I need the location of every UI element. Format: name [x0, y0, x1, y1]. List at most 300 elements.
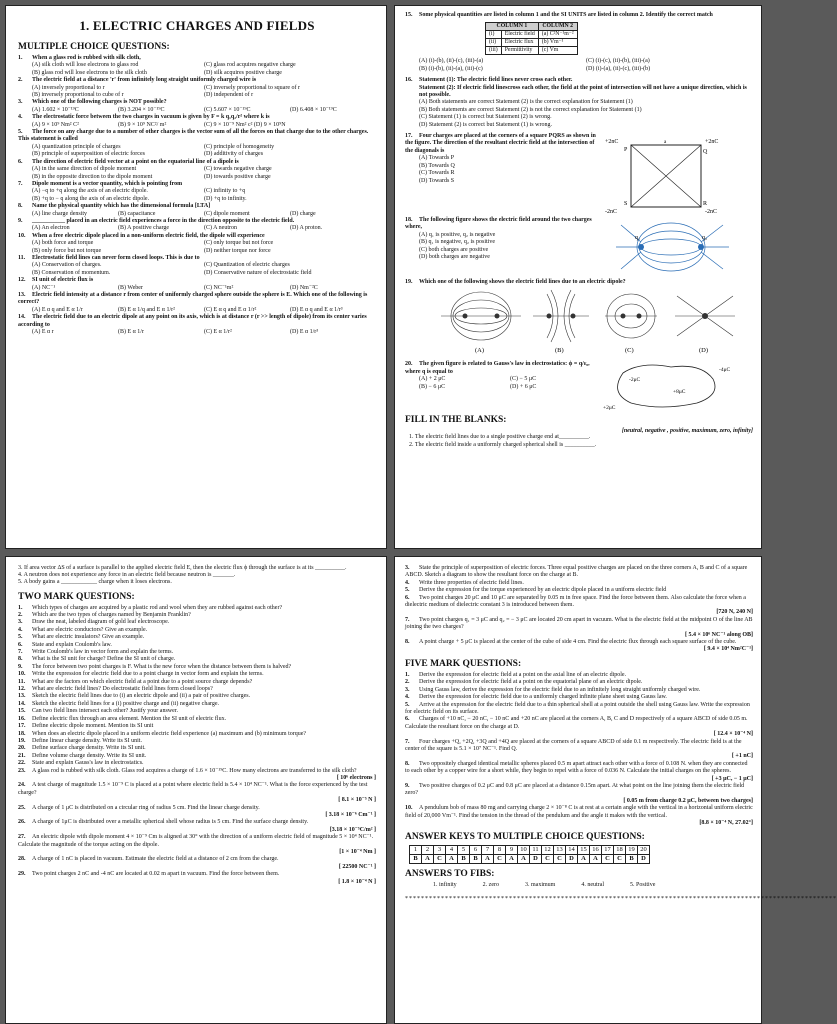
- question-number: 3.: [405, 686, 410, 693]
- key-answer: C: [614, 855, 626, 864]
- option: (C) E α 1/r²: [204, 329, 232, 336]
- fib-answer: 3. maximum: [525, 882, 556, 889]
- question-number: 28.: [18, 856, 26, 863]
- mcq-heading: MULTIPLE CHOICE QUESTIONS:: [18, 42, 170, 52]
- answer-hint: [ 22500 NC⁻¹ ]: [338, 863, 376, 870]
- question-number: 2.: [405, 679, 410, 686]
- question-text: Two point charges 20 μC and 10 μC are separated by 0.05 m in free space. Find the force between them. Also calculate the force when a dielectric medium of dielectric constant 3 is introduced between them.: [405, 594, 746, 609]
- key-answer: B: [458, 855, 470, 864]
- option: (A) E α r: [32, 329, 54, 336]
- fib-answers-heading: ANSWERS TO FIBS:: [405, 869, 495, 880]
- key-answer: C: [494, 855, 506, 864]
- two-mark-question: [18, 819, 376, 826]
- two-mark-question: [18, 716, 376, 723]
- option: (D) 6.408 × 10⁻¹⁹C: [290, 106, 337, 113]
- question-text: Sketch the electric field lines for a (i) positive charge and (ii) negative charge.: [32, 700, 220, 707]
- five-mark-question: [405, 716, 753, 731]
- option: (A) 1.602 × 10⁻¹⁹C: [32, 106, 79, 113]
- question-number: 8.: [405, 639, 410, 646]
- key-number: 10: [518, 846, 530, 855]
- option: (D) charge: [290, 210, 316, 217]
- mcq-question: [18, 77, 376, 84]
- question-18: 18. The following figure shows the electric field around the two charges where, (A) q₁ is positive, q₂ is negative (B) q₁ is negative, q₂ is positive (C) both charges are positive (D) both charges are negative q₁ q₂: [405, 217, 753, 277]
- mcq-question: [18, 159, 376, 166]
- options: [18, 188, 376, 203]
- five-mark-heading: FIVE MARK QUESTIONS:: [405, 658, 522, 669]
- question-number: 29.: [18, 871, 26, 878]
- five-mark-question: [405, 783, 753, 798]
- question-19: 19. Which one of the following shows the electric field lines due to an electric dipole?: [405, 279, 626, 286]
- question-text: Can two field lines intersect each other? Justify your answer.: [32, 708, 178, 715]
- key-number: 3: [434, 846, 446, 855]
- question-number: 13.: [18, 693, 26, 700]
- question-text: Using Gauss law, derive the expression for the electric field due to an infinitely long straight uniformly charged wire.: [419, 686, 701, 693]
- option: (A) both force and torque: [32, 240, 94, 247]
- option: (B) A positive charge: [118, 225, 170, 232]
- key-number: 17: [602, 846, 614, 855]
- mcq-question: [18, 129, 376, 144]
- question-number: 10.: [18, 671, 26, 678]
- mcq-question: [18, 292, 376, 307]
- two-mark-question: [18, 619, 376, 626]
- three-mark-question: [405, 639, 753, 646]
- two-mark-heading: TWO MARK QUESTIONS:: [18, 591, 135, 602]
- question-number: 6.: [405, 716, 410, 723]
- option-c-label: (C): [625, 347, 634, 355]
- question-text: Write three properties of electric field lines.: [419, 579, 524, 586]
- two-mark-question: [18, 782, 376, 797]
- mcq-question: [18, 218, 376, 225]
- question-number: 7.: [18, 649, 23, 656]
- option: (A) An electron: [32, 225, 70, 232]
- question-text: Write the expression for electric field due to a point charge in vector form and explain the terms.: [32, 671, 264, 678]
- question-number: 25.: [18, 804, 26, 811]
- question-text: Dipole moment is a vector quantity, which is pointing from: [32, 180, 183, 187]
- question-number: 18.: [18, 730, 26, 737]
- answer-hint: [ 9.4 × 10⁴ Nm²C⁻¹]: [703, 646, 753, 653]
- question-text: An electric dipole with dipole moment 4 × 10⁻⁹ Cm is aligned at 30° with the direction of a uniform electric field of magnitude 5 × 10⁴ NC⁻¹. Calculate the magnitude of the torque acting on the dipole.: [18, 834, 374, 848]
- question-text: Arrive at the expression for the electric field due to a thin spherical shell at a point outside the shell using Gauss law. Write the expression for electric field on its surface.: [405, 701, 750, 715]
- end-stars: ************************************************************************************************************: [405, 896, 837, 903]
- question-number: 20.: [18, 745, 26, 752]
- question-text: Draw the neat, labeled diagram of gold leaf electroscope.: [32, 619, 170, 626]
- two-mark-question: [18, 723, 376, 730]
- mcq-question: [18, 203, 376, 210]
- answer-hint: [ 0.05 m from charge 0.2 μC, between two charges]: [623, 797, 753, 804]
- question-text: State and explain Gauss's law in electrostatics.: [32, 760, 144, 767]
- option: (B) capacitance: [118, 210, 156, 217]
- key-answer: A: [482, 855, 494, 864]
- svg-text:q₂: q₂: [702, 235, 708, 242]
- five-mark-question: [405, 702, 753, 717]
- question-text: Derive the expression for electric field at a point on the equatorial plane of an electric dipole.: [419, 679, 643, 686]
- q15-options: (A) (i)-(b), (ii)-(c), (iii)-(a) (C) (i)-(c), (ii)-(b), (iii)-(a) (B) (i)-(b), (ii)-(a), (iii)-(c) (D) (i)-(a), (ii)-(c), (iii)-(b): [419, 58, 651, 72]
- option: (D) independent of r: [204, 92, 254, 99]
- question-number: 11.: [18, 678, 26, 685]
- fib-heading: FILL IN THE BLANKS:: [405, 415, 507, 426]
- options: [18, 262, 376, 277]
- question-text: When does an electric dipole placed in a uniform electric field experience (a) maximum and (b) minimum torque?: [32, 730, 307, 737]
- question-number: 12.: [18, 686, 26, 693]
- option: (D) Nm⁻²C: [290, 284, 318, 291]
- dipole-options-figure: [405, 286, 753, 356]
- match-table: COLUMN 1 COLUMN 2 (i) Electric field (a) C²N⁻¹m⁻² (ii) Electric flux (b) Vm⁻¹ (iii) Permittivity (c) Vm: [485, 22, 578, 55]
- question-number: 7.: [18, 180, 23, 187]
- answer-hint: [ 5.4 × 10⁶ NC⁻¹ along OB]: [684, 631, 753, 638]
- question-number: 10.: [405, 805, 413, 812]
- question-text: A pendulum bob of mass 80 mg and carrying charge 2 × 10⁻⁸ C is at rest at a certain angle with the vertical in a horizontal uniform electric field of 20,000 Vm⁻¹. Find the tension in the thread of the pendulum and the angle it makes with the vertical.: [405, 805, 753, 819]
- key-number: 13: [554, 846, 566, 855]
- page-4: [394, 556, 837, 1024]
- question-text: A glass rod is rubbed with silk cloth. Glass rod acquires a charge of 1.6 × 10⁻¹⁹C. How many electrons are transferred to the silk cloth?: [32, 767, 357, 774]
- question-text: Electric field intensity at a distance r from center of uniformly charged sphere outside the sphere is E. Which one of the following is correct?: [18, 292, 368, 306]
- question-text: The force on any charge due to a number of other charges is the vector sum of all the forces on that charge due to the other charges. This statement is called: [18, 129, 369, 143]
- svg-text:+2nC: +2nC: [705, 139, 719, 146]
- two-mark-question: [18, 656, 376, 663]
- question-text: Which are the two types of charges named by Benjamin Franklin?: [32, 612, 191, 619]
- options: [18, 62, 376, 77]
- svg-text:+2μC: +2μC: [603, 405, 616, 412]
- question-number: 3.: [405, 565, 410, 571]
- option: (A) silk cloth will lose electrons to glass rod: [32, 62, 139, 69]
- answer-hint: [ 10⁶ electrons ]: [336, 774, 376, 781]
- option: (D) E α q and E α 1/r³: [290, 306, 343, 313]
- options: [18, 240, 376, 255]
- answer-key-table: [409, 845, 650, 864]
- answer-hint: [ +1 nC]: [731, 753, 753, 760]
- question-text: The electrostatic force between the two charges in vacuum is given by F = k q₁q₂/r² where k is: [32, 114, 270, 121]
- question-number: 2.: [18, 612, 23, 619]
- question-text: What is the SI unit for charge? Define the SI unit of charge.: [32, 656, 176, 663]
- key-answer: B: [410, 855, 422, 864]
- question-text: The direction of electric field vector at a point on the equatorial line of a dipole is: [32, 158, 239, 165]
- five-mark-question: [405, 739, 753, 754]
- question-number: 4.: [18, 626, 23, 633]
- question-number: 1.: [405, 671, 410, 678]
- option: (C) A neutron: [204, 225, 237, 232]
- mcq-question: [18, 114, 376, 121]
- fib-answer: 1. infinity: [433, 882, 457, 889]
- question-number: 15.: [18, 708, 26, 715]
- question-number: 14.: [18, 314, 26, 321]
- question-number: 5.: [18, 129, 23, 136]
- question-number: 24.: [18, 782, 26, 789]
- fib-choices: [neutral, negative , positive, maximum, zero, infinity]: [621, 428, 753, 435]
- question-text: Write Coulomb's law in vector form and explain the terms.: [32, 649, 174, 656]
- page-2: 15. Some physical quantities are listed in column 1 and the SI UNITS are listed in column 2. Identify the correct match COLUMN 1 COLUMN 2 (i) Electric field (a) C²N⁻¹m⁻² (ii) Electric flux (b) Vm⁻¹ (iii) Permittivity (c) Vm (A) (i)-(b), (ii)-(c), (iii)-(a) (C) (i)-(c), (ii)-(b), (iii)-(a) (B) (i)-(b), (ii)-(a), (iii)-(c) (D) (i)-(a), (ii)-(c), (iii)-(b) 16. Statement (1): The electric field lines never cross each other. Statement (2): If electric field linescross each other, the field at the point of intersection will not have a unique direction, which is not possible. (A) Both statements are correct Statement (2) is the correct explanation for Statement (1) (B) Both statements are correct Statement (2) is not the correct explanation for Statement (1) (C) Statement (1) is correct but Statement (2) is wrong. (D) Statement (2) is correct but Statement (1) is wrong. 17. Four charges are placed at the corners of a square PQRS as shown in the figure. The direction of the resultant electric field at the intersection of the diagonals is (A) Towards P (B) Towards Q (C) Towards R (D) Towards S +2nC +2nC -2nC -2nC P Q R S a 18. The following figure shows the electric field around the two charges where, (A) q₁ is positive, q₂ is negative (B) q₁ is negative, q₂ is positive (C) both charges are positive (D) both charges are negative q₁ q₂ 19. Which one of the following shows the electric field lines due to an electric dipole? (A) (B) (C) (D) 20. The given figure is related to Gauss's law in electrostatics: ϕ = q/ε₀, where q is equal to (A) + 2 μC (C) − 5 μC (B) − 6 μC (D) + 6 μC -2μC +8μC +2μC -4μC FILL IN THE BLANKS: [neutral, negative , positive, maximum, zero, infinity] 1. The electric field lines due to a single positive charge end at__________. 2. The electric field inside a uniformly charged spherical shell is __________.: [394, 5, 762, 549]
- question-text: Two point charges q₁ = 3 μC and q₂ = − 3 μC are located 20 cm apart in vacuum. What is the electric field at the midpoint O of the line AB joining the two charges?: [405, 616, 753, 631]
- answer-hint: [ 1.8 × 10⁻⁴ N ]: [338, 878, 376, 885]
- question-number: 2.: [18, 77, 23, 84]
- chapter-title: 1. ELECTRIC CHARGES AND FIELDS: [79, 18, 315, 33]
- question-text: Derive the expression for electric field due to a uniformly charged infinite plane sheet using Gauss law.: [419, 694, 667, 701]
- option: (B) 9 × 10⁹ NC²/ m²: [118, 121, 167, 128]
- question-text: Which types of charges are acquired by a plastic rod and wool when they are rubbed against each other?: [32, 604, 283, 611]
- svg-text:P: P: [624, 147, 628, 154]
- question-text: What are electric field lines? Do electrostatic field lines form closed loops?: [32, 686, 213, 693]
- svg-text:R: R: [703, 201, 708, 208]
- two-mark-question: [18, 760, 376, 767]
- option: (A) −q to +q along the axis of an electric dipole.: [32, 188, 148, 195]
- question-number: 12.: [18, 277, 26, 284]
- key-number: 18: [614, 846, 626, 855]
- question-number: 6.: [18, 158, 23, 165]
- question-text: Two oppositely charged identical metallic spheres placed 0.5 m apart attract each other with a force of 0.108 N. when they are connected to each other by a copper wire for a short while, they begin to repel with a force of 0.036 N. Calculate the initial charges on the spheres.: [405, 760, 748, 775]
- question-text: Sketch the electric field lines due to (i) an electric dipole and (ii) a pair of positive charges.: [32, 693, 251, 700]
- two-mark-list: [18, 605, 376, 886]
- mcq-question: [18, 99, 376, 106]
- option: (B) +q to − q along the axis of an electric dipole.: [32, 195, 150, 202]
- question-number: 6.: [405, 594, 410, 601]
- svg-text:-2nC: -2nC: [705, 209, 717, 216]
- two-mark-question: [18, 856, 376, 863]
- option: (D) +q to infinity.: [204, 195, 247, 202]
- options: [18, 166, 376, 181]
- question-number: 27.: [18, 834, 26, 841]
- five-mark-question: [405, 761, 753, 776]
- question-text: Derive the expression for electric field at a point on the axial line of an electric dipole.: [419, 671, 627, 678]
- option: (C) inversely proportional to square of r: [204, 84, 300, 91]
- two-mark-question: [18, 871, 376, 878]
- option: (C) 5.607 × 10⁻¹⁹C: [204, 106, 251, 113]
- question-text: State the principle of superposition of electric forces. Three equal positive charges are placed on the three corners A, B and C of a square ABCD. Sketch a diagram to show the resultant force on the charge at B.: [405, 565, 748, 579]
- answer-hint: [8.8 × 10⁻⁴ N, 27.02°]: [699, 820, 753, 826]
- question-text: The electric field at a distance 'r' from infinitely long straight uniformly charged wire is: [32, 77, 257, 84]
- options: [18, 211, 376, 218]
- option: (C) 9 × 10⁻⁹ Nm² c² (D) 9 × 10⁹N: [204, 121, 286, 128]
- two-mark-question: [18, 627, 376, 634]
- two-mark-question: [18, 634, 376, 641]
- option: (D) Conservative nature of electrostatic field: [204, 269, 312, 276]
- key-answer: A: [422, 855, 434, 864]
- options: [18, 285, 376, 292]
- option: (B) inversely proportional to cube of r: [32, 92, 124, 99]
- five-mark-question: [405, 694, 753, 701]
- page-3: [5, 556, 387, 1024]
- question-number: 14.: [18, 700, 26, 707]
- question-text: Name the physical quantity which has the dimensional formula [LTA]: [32, 203, 211, 210]
- answer-hint: [ 3.18 × 10⁻⁶ Cm⁻¹ ]: [325, 811, 376, 818]
- question-number: 21.: [18, 752, 26, 759]
- question-number: 11.: [18, 254, 26, 261]
- question-number: 10.: [18, 232, 26, 239]
- question-text: The force between two point charges is F. What is the new force when the distance between them is halved?: [32, 663, 292, 670]
- option: (C) glass rod acquires negative charge: [204, 62, 296, 69]
- question-number: 5.: [405, 701, 410, 708]
- question-number: 1.: [18, 55, 23, 61]
- question-text: SI unit of electric flux is: [32, 277, 94, 284]
- option: (C) infinity to +q: [204, 188, 246, 195]
- question-15: 15. Some physical quantities are listed in column 1 and the SI UNITS are listed in column 2. Identify the correct match: [405, 12, 713, 18]
- question-text: Define electric flux through an area element. Mention the SI unit of electric flux.: [32, 715, 227, 722]
- option: (C) Quantization of electric charges: [204, 262, 290, 269]
- question-20: 20. The given figure is related to Gauss's law in electrostatics: ϕ = q/ε₀, where q is equal to (A) + 2 μC (C) − 5 μC (B) − 6 μC (D) + 6 μC -2μC +8μC +2μC -4μC: [405, 361, 753, 411]
- question-text: A test charge of magnitude 1.5 × 10⁻⁹ C is placed at a point where electric field is 5.4 × 10⁴ NC⁻¹. What is the force experienced by the test charge?: [18, 782, 368, 796]
- key-answer: D: [638, 855, 650, 864]
- svg-text:-2μC: -2μC: [629, 377, 641, 384]
- fib-continued: 3. If area vector ΔS of a surface is parallel to the applied electric field E, then the electric flux ϕ through the surface is at its __________. 4. A neutron does not experience any force in an electric field because neutron is _______. 5. A body gains a ____________ charge when it loses electrons.: [18, 565, 347, 586]
- option: [290, 122, 376, 129]
- question-text: State and explain Coulomb's law.: [32, 641, 112, 648]
- question-text: Electrostatic field lines can never form closed loops. This is due to: [32, 254, 200, 261]
- question-number: 26.: [18, 819, 26, 826]
- square-charges-figure: [601, 133, 741, 215]
- question-number: 1.: [18, 604, 23, 611]
- q16-options: (A) Both statements are correct Statement (2) is the correct explanation for Statement (1) (B) Both statements are correct Statement (2) is not the correct explanation for Statement (1) (C) Statement (1) is correct but Statement (2) is wrong. (D) Statement (2) is correct but Statement (1) is wrong.: [419, 99, 642, 128]
- two-mark-question: [18, 693, 376, 700]
- question-number: 8.: [405, 760, 410, 767]
- key-answer: D: [566, 855, 578, 864]
- three-mark-question: [405, 595, 753, 610]
- question-text: Define volume charge density. Write its SI unit.: [32, 752, 147, 759]
- option: (D) E α 1/r³: [290, 329, 319, 336]
- question-number: 16.: [18, 715, 26, 722]
- key-answer: A: [518, 855, 530, 864]
- option: (C) principle of homogeneity: [204, 143, 275, 150]
- option: (C) towards negative charge: [204, 166, 272, 173]
- svg-text:-4μC: -4μC: [719, 367, 731, 374]
- two-mark-question: [18, 642, 376, 649]
- option: (B) only force but not torque: [32, 247, 102, 254]
- options: [18, 329, 376, 336]
- options: [18, 85, 376, 100]
- key-answer: D: [530, 855, 542, 864]
- question-text: When a glass rod is rubbed with silk cloth,: [32, 55, 141, 61]
- answer-hint: [3.18 × 10⁻⁵C/m² ]: [329, 826, 376, 833]
- two-mark-question: [18, 679, 376, 686]
- key-number: 14: [566, 846, 578, 855]
- mcq-question: [18, 314, 376, 329]
- option: (B) glass rod will lose electrons to the silk cloth: [32, 69, 147, 76]
- question-text: Charges of +10 nC, − 20 nC, − 10 nC and +20 nC are placed at the corners A, B, C and D respectively of a square ABCD of side 0.05 m. Calculate the resultant force on the charge at D.: [405, 716, 748, 730]
- question-text: Two point charges 2 nC and -4 nC are located at 0.02 m apart in vacuum. Find the force between them.: [32, 871, 280, 878]
- key-number: 4: [446, 846, 458, 855]
- key-answer: A: [578, 855, 590, 864]
- two-mark-question: [18, 605, 376, 612]
- option: (D) silk acquires positive charge: [204, 69, 282, 76]
- question-number: 4.: [405, 579, 410, 586]
- key-number: 16: [590, 846, 602, 855]
- key-answer: A: [446, 855, 458, 864]
- five-mark-list: [405, 672, 753, 828]
- question-number: 6.: [18, 641, 23, 648]
- option: (A) quantization principle of charges: [32, 143, 121, 150]
- question-number: 7.: [405, 616, 410, 623]
- option: (B) Conservation of momentum.: [32, 269, 111, 276]
- question-number: 23.: [18, 767, 26, 774]
- question-text: Derive the expression for the torque experienced by an electric dipole placed in a uniform electric field: [419, 587, 667, 594]
- five-mark-question: [405, 679, 753, 686]
- key-number: 5: [458, 846, 470, 855]
- option: (D) neither torque nor force: [204, 247, 271, 254]
- two-mark-question: [18, 745, 376, 752]
- question-number: 9.: [18, 663, 23, 670]
- svg-text:a: a: [664, 140, 667, 146]
- key-answer: B: [470, 855, 482, 864]
- svg-text:-2nC: -2nC: [605, 209, 617, 216]
- question-text: Define electric dipole moment. Mention its SI unit: [32, 723, 154, 730]
- answer-hint: [720 N, 240 N]: [716, 609, 753, 616]
- question-number: 8.: [18, 656, 23, 663]
- question-number: 8.: [18, 203, 23, 210]
- question-text: ___________ placed in an electric field experiences a force in the direction opposite to the electric field.: [32, 217, 295, 224]
- option: (D) towards positive charge: [204, 173, 271, 180]
- svg-text:S: S: [624, 201, 628, 208]
- svg-text:Q: Q: [703, 149, 708, 156]
- question-number: 17.: [18, 723, 26, 730]
- fib-answers: [405, 882, 753, 888]
- question-text: Four charges +Q, +2Q, +3Q and +4Q are placed at the corners of a square ABCD of side 0.1 m respectively. The electric field is at the center of the square is 5.1 × 10⁷ NC⁻¹. Find Q.: [405, 738, 742, 752]
- three-mark-list: [405, 565, 753, 654]
- fib-answer: 5. Positive: [630, 882, 656, 889]
- options: [18, 225, 376, 232]
- key-answer: C: [434, 855, 446, 864]
- question-text: When a free electric dipole placed in a non-uniform electric field, the dipole will experience: [32, 232, 265, 239]
- question-text: A charge of 1 μC is distributed on a circular ring of radius 5 cm. Find the linear charge density.: [32, 804, 260, 811]
- question-text: Which one of the following charges is NOT possible?: [32, 99, 167, 106]
- question-number: 5.: [18, 634, 23, 641]
- option: (A) NC⁻¹: [32, 284, 56, 291]
- question-number: 4.: [405, 694, 410, 701]
- option: (B) in the opposite direction to the dipole moment: [32, 173, 153, 180]
- page-1: [5, 5, 387, 549]
- two-charge-field-figure: [601, 217, 741, 277]
- option: (C) NC⁻¹m²: [204, 284, 234, 291]
- question-16: 16. Statement (1): The electric field lines never cross each other.: [405, 77, 573, 84]
- question-number: 4.: [18, 114, 23, 121]
- question-text: A point charge + 5 μC is placed at the center of the cube of side 4 cm. Find the electric flux through each square surface of the cube.: [419, 639, 737, 646]
- option: (B) 3.204 × 10⁻¹⁹C: [118, 106, 165, 113]
- key-answer: C: [602, 855, 614, 864]
- answer-keys-heading: ANSWER KEYS TO MULTIPLE CHOICE QUESTIONS:: [405, 832, 645, 843]
- question-text: Define surface charge density. Write its SI unit.: [32, 745, 146, 752]
- option: (A) 9 × 10⁹ Nm² C²: [32, 121, 79, 128]
- two-mark-question: [18, 768, 376, 775]
- question-text: A charge of 1μC is distributed over a metallic spherical shell whose radius is 5 cm. Find the surface charge density.: [32, 819, 309, 826]
- key-number: 11: [530, 846, 542, 855]
- option: (B) principle of superposition of electric forces: [32, 151, 145, 158]
- key-answer: A: [506, 855, 518, 864]
- answer-hint: [ 8.1 × 10⁻⁵ N ]: [338, 797, 376, 804]
- option: (D) A proton.: [290, 225, 323, 232]
- key-answer: C: [554, 855, 566, 864]
- three-mark-question: [405, 617, 753, 632]
- two-mark-question: [18, 753, 376, 760]
- question-text: The electric field due to an electric dipole at any point on its axis, which is at distance r (r >> length of dipole) from its center varies according to: [18, 314, 367, 328]
- fib-answer: 2. zero: [482, 882, 499, 889]
- three-mark-question: [405, 587, 753, 594]
- two-mark-question: [18, 671, 376, 678]
- five-mark-question: [405, 805, 753, 820]
- mcq-question: [18, 277, 376, 284]
- fib-list: 1. The electric field lines due to a single positive charge end at__________. 2. The electric field inside a uniformly charged spherical shell is __________.: [409, 434, 597, 448]
- option-b-label: (B): [555, 347, 564, 355]
- option: (A) inversely proportional to r: [32, 84, 105, 91]
- option-d-label: (D): [699, 347, 709, 355]
- two-mark-question: [18, 708, 376, 715]
- question-text: A charge of 1 nC is placed in vacuum. Estimate the electric field at a distance of 2 cm from the charge.: [32, 856, 279, 863]
- two-mark-question: [18, 834, 376, 849]
- key-number: 6: [470, 846, 482, 855]
- option: (D) additivity of charges: [204, 151, 264, 158]
- options: [18, 122, 376, 129]
- two-mark-question: [18, 805, 376, 812]
- question-text: What are electric conductors? Give an example.: [32, 626, 148, 633]
- answer-hint: [ +3 μC, − 1 μC]: [711, 775, 753, 782]
- three-mark-question: [405, 565, 753, 580]
- svg-text:q₁: q₁: [635, 235, 641, 242]
- svg-text:+2nC: +2nC: [605, 139, 619, 146]
